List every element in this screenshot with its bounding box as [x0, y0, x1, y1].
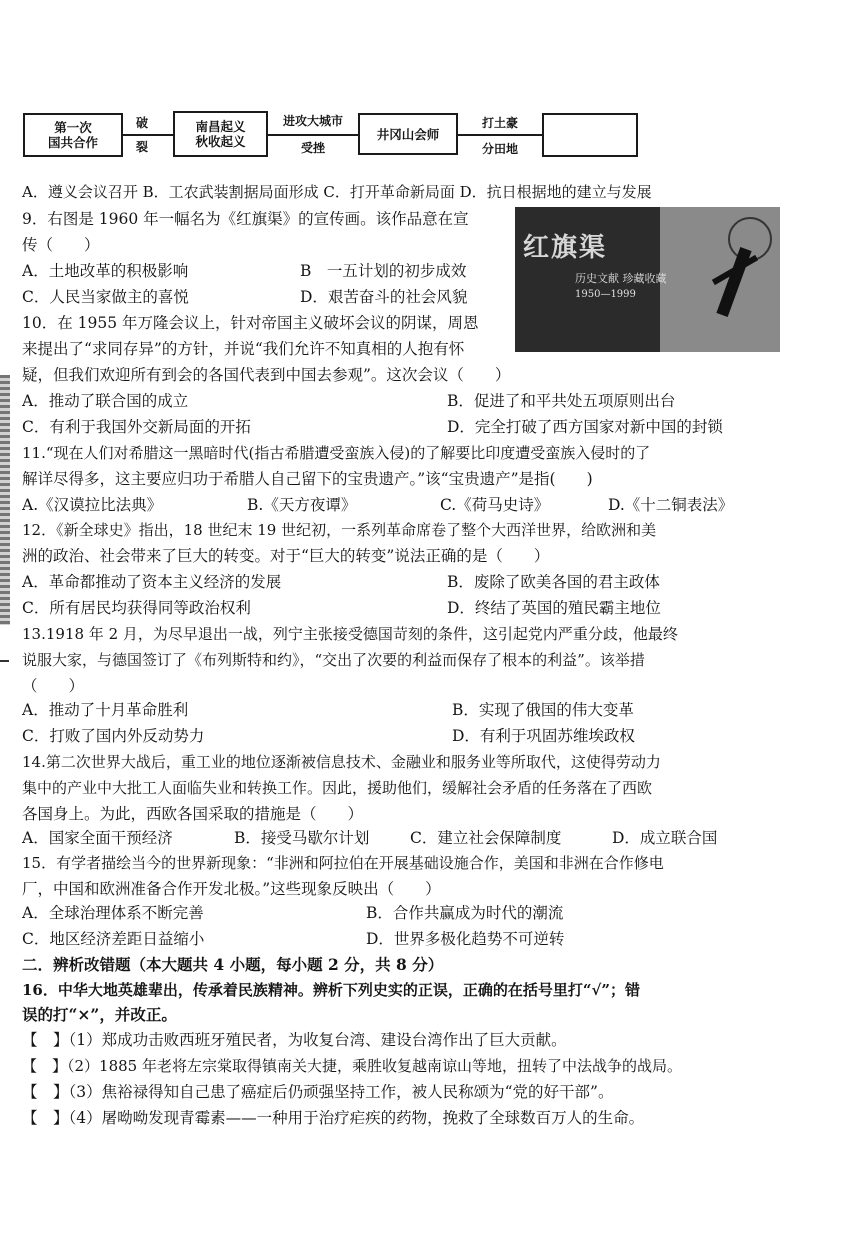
q11-stem: 11.“现在人们对希腊这一黑暗时代(指古希腊遭受蛮族入侵)的了解要比印度遭受蛮族入侵时的了 [22, 444, 651, 462]
q11-option-b: B.《天方夜谭》 [247, 496, 357, 514]
flow-label: 受挫 [300, 141, 325, 155]
q12-option-a: A．革命都推动了资本主义经济的发展 [22, 573, 282, 591]
q13-option-c: C．打败了国内外反动势力 [22, 727, 205, 745]
q12-stem: 洲的政治、社会带来了巨大的转变。对于“巨大的转变”说法正确的是（ ） [22, 547, 550, 565]
q15-stem: 厂，中国和欧洲准备合作开发北极。”这些现象反映出（ ） [22, 880, 441, 898]
q9-option-c: C．人民当家做主的喜悦 [22, 288, 189, 306]
q14-stem: 各国身上。为此，西欧各国采取的措施是（ ） [22, 805, 364, 823]
q13-stem: 13.1918 年 2 月，为尽早退出一战，列宁主张接受德国苛刻的条件，这引起党内严重分歧，他最终 [22, 625, 678, 643]
flow-connector [268, 134, 358, 136]
q10-stem: 来提出了“求同存异”的方针，并说“我们允许不知真相的人抱有怀 [22, 340, 465, 358]
scan-binding-edge [0, 375, 10, 625]
q11-option-c: C.《荷马史诗》 [440, 496, 550, 514]
q10-stem: 疑，但我们欢迎所有到会的各国代表到中国去参观”。这次会议（ ） [22, 366, 511, 384]
q16-item-1: 【 】（1）郑成功击败西班牙殖民者，为收复台湾、建设台湾作出了巨大贡献。 [22, 1031, 567, 1049]
q16-item-2: 【 】（2）1885 年老将左宗棠取得镇南关大捷，乘胜收复越南谅山等地，扭转了中法战争的战局。 [22, 1057, 682, 1075]
q15-option-a: A．全球治理体系不断完善 [22, 904, 204, 922]
poster-years: 1950—1999 [575, 289, 636, 300]
flow-connector [123, 134, 173, 136]
flow-label: 破 [136, 116, 149, 130]
q15-option-d: D．世界多极化趋势不可逆转 [366, 930, 565, 948]
q13-option-b: B．实现了俄国的伟大变革 [452, 701, 634, 719]
flow-label: 进攻大城市 [282, 114, 343, 128]
q10-option-a: A．推动了联合国的成立 [22, 392, 189, 410]
q14-option-b: B．接受马歇尔计划 [234, 829, 370, 847]
q13-stem: （ ） [22, 677, 85, 695]
flow-label: 分田地 [481, 142, 518, 156]
q12-option-d: D．终结了英国的殖民霸主地位 [447, 599, 661, 617]
red-flag-canal-poster-image [515, 207, 780, 352]
q14-option-a: A．国家全面干预经济 [22, 829, 173, 847]
flow-box-uprisings: 南昌起义 秋收起义 [173, 111, 268, 157]
q11-stem: 解详尽得多，这主要应归功于希腊人自己留下的宝贵遗产。”该“宝贵遗产”是指( ) [22, 470, 593, 488]
q9-stem: 传（ ） [22, 236, 100, 254]
q12-option-b: B．废除了欧美各国的君主政体 [447, 573, 660, 591]
q8-options: A．遵义会议召开 B．工农武装割据局面形成 C．打开革命新局面 D．抗日根据地的建立与发展 [22, 183, 652, 201]
q10-option-d: D．完全打破了西方国家对新中国的封锁 [447, 418, 723, 436]
flow-box-jinggangshan: 井冈山会师 [358, 113, 458, 155]
flow-label: 裂 [136, 140, 149, 154]
q16-stem: 16．中华大地英雄辈出，传承着民族精神。辨析下列史实的正误，正确的在括号里打“√”；错 [22, 981, 640, 999]
flow-box-first-cooperation: 第一次 国共合作 [23, 113, 123, 157]
q12-stem: 12．《新全球史》指出，18 世纪末 19 世纪初，一系列革命席卷了整个大西洋世界，给欧洲和美 [22, 521, 657, 539]
section-2-heading: 二．辨析改错题（本大题共 4 小题，每小题 2 分，共 8 分） [22, 955, 444, 974]
q14-stem: 14.第二次世界大战后，重工业的地位逐渐被信息技术、金融业和服务业等所取代，这使得劳动力 [22, 753, 661, 771]
q13-stem: 说服大家，与德国签订了《布列斯特和约》，“交出了次要的利益而保存了根本的利益”。该举措 [22, 651, 645, 669]
q9-option-b: B 一五计划的初步成效 [300, 262, 467, 280]
flow-label: 打土豪 [481, 116, 518, 130]
q15-stem: 15．有学者描绘当今的世界新现象：“非洲和阿拉伯在开展基础设施合作，美国和非洲在合作修电 [22, 854, 664, 872]
q16-item-3: 【 】（3）焦裕禄得知自己患了癌症后仍顽强坚持工作，被人民称颂为“党的好干部”。 [22, 1083, 614, 1101]
q11-option-a: A.《汉谟拉比法典》 [22, 496, 163, 514]
scan-mark [0, 660, 9, 662]
q14-stem: 集中的产业中大批工人面临失业和转换工作。因此，援助他们，缓解社会矛盾的任务落在了西欧 [22, 779, 653, 797]
q15-option-c: C．地区经济差距日益缩小 [22, 930, 205, 948]
q12-option-c: C．所有居民均获得同等政治权利 [22, 599, 251, 617]
flow-connector [458, 134, 542, 136]
q10-option-c: C．有利于我国外交新局面的开拓 [22, 418, 251, 436]
q13-option-d: D．有利于巩固苏维埃政权 [452, 727, 635, 745]
q14-option-d: D．成立联合国 [612, 829, 718, 847]
q9-stem: 9．右图是 1960 年一幅名为《红旗渠》的宣传画。该作品意在宣 [22, 210, 469, 228]
q10-stem: 10．在 1955 年万隆会议上，针对帝国主义破坏会议的阴谋，周恩 [22, 314, 479, 332]
poster-title: 红旗渠 [523, 233, 608, 263]
q11-option-d: D.《十二铜表法》 [608, 496, 734, 514]
poster-subtitle: 历史文献 珍藏收藏 [575, 272, 667, 285]
q16-item-4: 【 】（4）屠呦呦发现青霉素——一种用于治疗疟疾的药物，挽救了全球数百万人的生命。 [22, 1109, 645, 1127]
flow-box-blank [542, 113, 638, 157]
q9-option-a: A．土地改革的积极影响 [22, 262, 189, 280]
q14-option-c: C．建立社会保障制度 [410, 829, 562, 847]
q10-option-b: B．促进了和平共处五项原则出台 [447, 392, 676, 410]
q16-stem: 误的打“×”，并改正。 [22, 1005, 177, 1024]
q13-option-a: A．推动了十月革命胜利 [22, 701, 189, 719]
q15-option-b: B．合作共赢成为时代的潮流 [366, 904, 564, 922]
q9-option-d: D．艰苦奋斗的社会风貌 [300, 288, 468, 306]
